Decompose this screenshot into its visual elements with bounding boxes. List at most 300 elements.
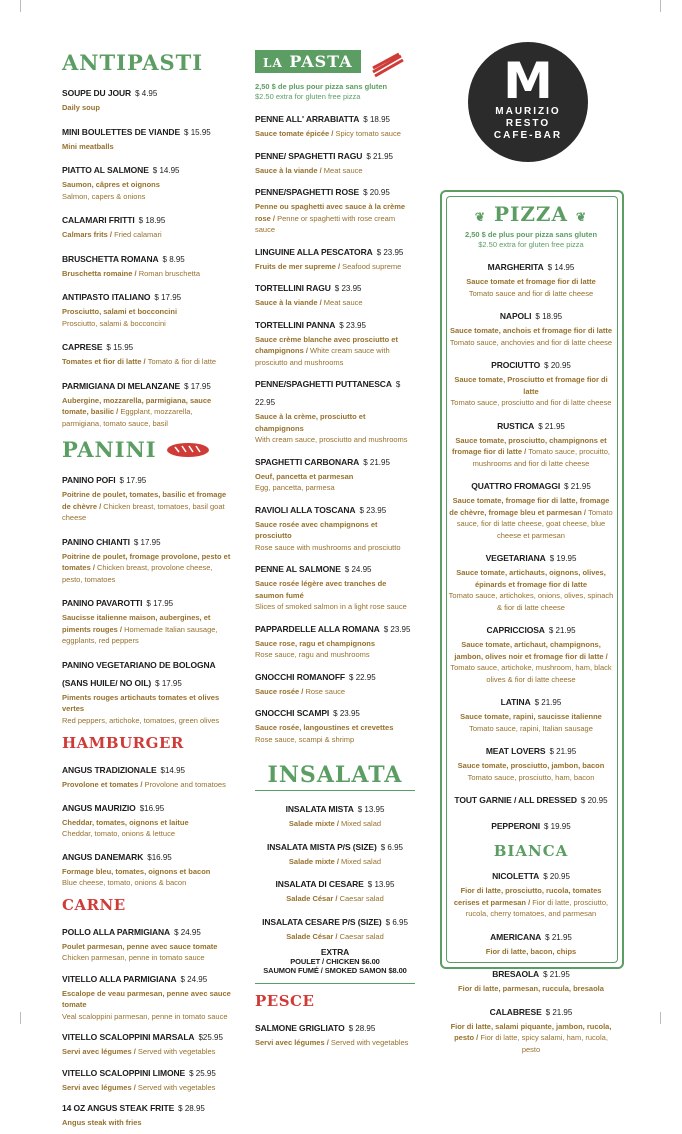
- menu-item: [62, 337, 232, 367]
- menu-item: [255, 837, 415, 867]
- menu-item-description: [62, 305, 232, 328]
- menu-item-price: $16.95: [147, 852, 172, 862]
- menu-item-name: PENNE AL SALMONE: [255, 564, 341, 574]
- menu-item-price: $ 21.95: [548, 626, 576, 635]
- menu-item: [448, 306, 614, 347]
- menu-item-header: [255, 315, 415, 333]
- menu-item: [448, 866, 614, 919]
- menu-item: [255, 559, 415, 612]
- menu-item-price: $ 20.95: [544, 361, 571, 370]
- menu-item-header: [255, 799, 415, 817]
- menu-item-price: $ 21.95: [363, 457, 390, 467]
- menu-item-desc-en: Rose sauce with mushrooms and prosciutto: [255, 542, 401, 552]
- menu-item-price: $ 15.95: [184, 127, 211, 137]
- menu-item-desc-en: Meat sauce: [323, 165, 363, 175]
- menu-item-description: [255, 637, 415, 660]
- menu-item: [62, 160, 232, 201]
- menu-item-desc-fr: Calmars frits /: [62, 230, 115, 239]
- menu-item-header: [62, 922, 232, 940]
- menu-item-desc-en: Tomato sauce and fior di latte cheese: [468, 288, 594, 298]
- menu-item-desc-fr: Sauce tomate, rapini, saucisse italienne: [460, 712, 602, 721]
- menu-item-desc-fr: Sauce rose, ragu et champignons: [255, 638, 376, 648]
- bianca-list: [448, 866, 614, 1054]
- menu-item-description: [62, 611, 232, 646]
- menu-item-desc-fr: Aubergine, mozzarella, parmigiana, sauce tomate, basilic /: [62, 395, 212, 416]
- menu-item: [62, 1063, 232, 1093]
- menu-item-price: $25.95: [198, 1033, 223, 1042]
- menu-item-price: $ 23.95: [339, 320, 366, 330]
- menu-item-description: [255, 127, 415, 139]
- insalata-rule-bottom: [255, 983, 415, 984]
- crop-mark: [20, 1012, 21, 1024]
- menu-item-description: [448, 710, 614, 733]
- menu-item: [255, 703, 415, 744]
- menu-item-header: [255, 374, 415, 410]
- menu-item-header: [62, 655, 232, 691]
- pizza-title: PIZZA: [493, 202, 569, 226]
- menu-item-price: $ 17.95: [154, 293, 182, 302]
- pasta-note-fr: 2,50 $ de plus pour pizza sans gluten: [255, 82, 388, 91]
- menu-item-name: MARGHERITA: [487, 262, 544, 272]
- menu-item-name: ANTIPASTO ITALIANO: [62, 292, 151, 302]
- menu-item-desc-fr: Angus steak with fries: [62, 1118, 142, 1127]
- menu-item-header: [448, 548, 614, 566]
- pizza-content: [448, 200, 614, 1062]
- menu-item-name: LATINA: [500, 697, 531, 707]
- menu-item-price: $ 20.95: [363, 188, 390, 197]
- menu-item-desc-en: Tomato sauce, fior di latte cheese, goat cheese, blue cheese et parmesan: [456, 507, 613, 540]
- menu-item-description: [255, 518, 415, 553]
- menu-item-header: [62, 337, 232, 355]
- menu-item-name: PANINO CHIANTI: [62, 536, 130, 547]
- left-column: [62, 50, 232, 1134]
- extra-line-1: POULET / CHICKEN $6.00: [290, 957, 380, 966]
- menu-item-desc-en: Seafood supreme: [342, 261, 402, 271]
- menu-item-desc-en: Blue cheese, tomato, onions & bacon: [62, 878, 187, 887]
- logo: [468, 42, 588, 162]
- menu-item-description: [255, 410, 415, 445]
- menu-item-header: [255, 1018, 415, 1036]
- menu-item: [448, 964, 614, 994]
- menu-item-price: $ 21.95: [564, 482, 591, 491]
- logo-line-2: RESTO: [505, 118, 551, 129]
- menu-item-desc-fr: Provolone et tomates /: [62, 780, 145, 789]
- menu-item-header: [62, 847, 232, 865]
- menu-item: [62, 922, 232, 963]
- menu-item-price: $ 8.95: [162, 254, 185, 264]
- menu-item-price: $ 18.95: [138, 216, 166, 225]
- menu-item-description: [448, 324, 614, 347]
- menu-item-description: [62, 267, 232, 279]
- menu-item-desc-fr: Escalope de veau parmesan, penne avec sauce tomate: [62, 988, 231, 1009]
- menu-item-price: $ 19.95: [544, 822, 571, 831]
- leaf-icon: ❦: [474, 210, 486, 224]
- menu-item-price: $ 19.95: [549, 554, 577, 563]
- menu-item-desc-en: Tomato sauce, rapini, Italian sausage: [469, 723, 593, 733]
- menu-item-header: [255, 500, 415, 518]
- menu-item-desc-fr: Fior di latte, prosciutto, rucola, tomates cerises et parmesan /: [453, 886, 602, 907]
- menu-item-name: TOUT GARNIE / ALL DRESSED: [454, 795, 577, 805]
- menu-item: [62, 470, 232, 523]
- panini-heading: PANINI: [62, 437, 157, 462]
- menu-item: [255, 182, 415, 235]
- menu-item-description: [255, 930, 415, 942]
- menu-item-header: [62, 1027, 232, 1045]
- menu-item-desc-en: Rose sauce: [305, 686, 346, 696]
- menu-item-desc-fr: Saucisse italienne maison, aubergines, et piments rouges /: [62, 613, 211, 634]
- menu-item-desc-en: Tomato sauce, artichoke, mushroom, ham, black olives & fior di latte cheese: [450, 663, 612, 684]
- menu-item-description: [255, 260, 415, 272]
- menu-item-name: BRUSCHETTA ROMANA: [62, 253, 159, 264]
- menu-item-header: [255, 874, 415, 892]
- menu-item-header: [448, 257, 614, 275]
- menu-item-desc-en: Cheddar, tomato, onions & lettuce: [62, 829, 175, 838]
- menu-item-desc-en: Served with vegetables: [330, 1038, 409, 1047]
- menu-item-name: VITELLO ALLA PARMIGIANA: [62, 973, 177, 984]
- menu-item: [62, 798, 232, 839]
- menu-item-name: CAPRICCIOSA: [486, 625, 545, 635]
- menu-item: [62, 210, 232, 240]
- menu-item-desc-en: Mixed salad: [341, 856, 382, 866]
- pasta-icon: [371, 52, 405, 78]
- menu-item-desc-fr: Sauce tomate, artichauts, oignons, olives, épinards et fromage fior di latte: [456, 568, 606, 589]
- menu-item-price: $ 28.95: [348, 1024, 376, 1033]
- extra-line-2: SAUMON FUMÉ / SMOKED SAMON $8.00: [263, 966, 407, 975]
- menu-item-description: [448, 884, 614, 919]
- menu-item-desc-fr: Fior di latte, parmesan, ruccula, bresaola: [458, 984, 604, 993]
- menu-item-header: [448, 866, 614, 884]
- middle-column: [255, 50, 415, 1054]
- pesce-list: [255, 1018, 415, 1048]
- menu-item-price: $ 17.95: [146, 599, 174, 608]
- menu-item: [255, 799, 415, 829]
- menu-item-price: $ 20.95: [543, 872, 570, 881]
- insalata-rule: [255, 790, 415, 791]
- menu-item-name: PENNE/SPAGHETTI ROSE: [255, 187, 360, 197]
- menu-item-desc-fr: Sauce rosée, langoustines et crevettes: [255, 723, 394, 732]
- menu-item-price: $ 18.95: [535, 312, 563, 321]
- menu-item: [62, 122, 232, 152]
- leaf-icon: ❦: [576, 210, 588, 224]
- menu-item-name: PARMIGIANA DI MELANZANE: [62, 380, 181, 391]
- menu-item-price: $ 6.95: [380, 842, 403, 852]
- menu-item-price: $ 22.95: [349, 672, 376, 682]
- menu-item-header: [255, 619, 415, 637]
- menu-item-desc-en: Eggplant, mozzarella, parmigiana, tomato sauce, basil: [62, 407, 193, 428]
- menu-item-name: PENNE/ SPAGHETTI RAGU: [255, 150, 363, 161]
- menu-item-desc-en: Penne or spaghetti with rose cream sauce: [255, 213, 396, 234]
- menu-item-desc-fr: Salade César /: [286, 894, 340, 903]
- menu-item-name: MEAT LOVERS: [485, 746, 546, 756]
- menu-item: [62, 249, 232, 279]
- menu-item-name: SPAGHETTI CARBONARA: [255, 456, 360, 467]
- menu-item-desc-en: Veal scaloppini parmesan, penne in tomato sauce: [62, 1011, 228, 1021]
- menu-item-desc-en: Served with vegetables: [137, 1047, 216, 1056]
- menu-item-desc-fr: Daily soup: [62, 103, 100, 112]
- menu-item-desc-en: Salmon, capers & onions: [62, 191, 146, 201]
- menu-item-name: INSALATA CESARE P/S (SIZE): [262, 916, 382, 927]
- insalata-section: [255, 762, 415, 984]
- menu-item-header: [62, 249, 232, 267]
- menu-item-header: [448, 476, 614, 494]
- menu-item-desc-fr: Tomates et fior di latte /: [62, 357, 148, 366]
- menu-item-desc-fr: Poitrine de poulet, fromage provolone, pesto et tomates /: [62, 551, 231, 572]
- menu-item-desc-fr: Sauce tomate, fromage fior di latte, fromage de chèvre, fromage bleu et parmesan /: [449, 496, 610, 517]
- menu-item-name: PANINO VEGETARIANO DE BOLOGNA (SANS HUILE/ NO OIL): [62, 659, 216, 688]
- menu-item-price: $ 6.95: [385, 917, 408, 927]
- menu-item-description: [62, 816, 232, 839]
- pesce-heading: PESCE: [255, 992, 315, 1010]
- menu-item-name: PANINO POFI: [62, 475, 116, 485]
- menu-item-desc-fr: Sauce tomate, artichaut, champignons, jambon, olives noir et fromage fior di latte /: [454, 640, 608, 661]
- menu-item-description: [62, 691, 232, 726]
- pizza-box: [440, 190, 624, 1054]
- menu-item-desc-fr: Sauce tomate et fromage fior di latte: [466, 277, 596, 286]
- menu-item-desc-en: Chicken breast, tomatoes, basil goat cheese: [62, 501, 225, 522]
- pasta-heading-la: LA: [263, 56, 283, 70]
- menu-item: [255, 146, 415, 176]
- menu-item-description: [448, 434, 614, 469]
- menu-item-description: [448, 638, 614, 684]
- menu-item: [255, 500, 415, 553]
- menu-item-desc-fr: Bruschetta romaine /: [62, 268, 139, 278]
- menu-item-price: $ 21.95: [549, 747, 577, 756]
- menu-item-desc-fr: Sauce rosée légère avec tranches de saumon fumé: [255, 579, 387, 600]
- menu-item-price: $ 17.95: [155, 678, 182, 688]
- menu-item-header: [448, 355, 614, 373]
- menu-item-price: $ 28.95: [178, 1104, 205, 1113]
- menu-item: [448, 548, 614, 612]
- menu-item-desc-en: Rose sauce, ragu and mushrooms: [255, 650, 370, 659]
- crop-mark: [660, 1012, 661, 1024]
- menu-item-name: VITELLO SCALOPPINI MARSALA: [62, 1032, 195, 1042]
- menu-item-header: [255, 703, 415, 721]
- menu-item-desc-fr: Oeuf, pancetta et parmesan: [255, 471, 354, 481]
- menu-item-name: RUSTICA: [497, 420, 535, 431]
- menu-item-header: [62, 1063, 232, 1081]
- hamburger-heading: HAMBURGER: [62, 734, 184, 752]
- menu-item-header: [255, 242, 415, 260]
- menu-item-price: $ 21.95: [366, 151, 394, 161]
- menu-item: [255, 315, 415, 368]
- menu-item-desc-fr: Sauce tomate, prosciutto, jambon, bacon: [457, 761, 605, 770]
- menu-item-header: [448, 790, 614, 808]
- menu-item-price: $16.95: [139, 803, 165, 813]
- menu-item-desc-en: Tomato sauce, anchovies and fior di latte cheese: [449, 337, 613, 347]
- menu-item-header: [448, 741, 614, 759]
- menu-item-desc-en: Tomato sauce, artichokes, onions, olives, spinach & fior di latte cheese: [448, 591, 614, 612]
- menu-item-description: [62, 178, 232, 201]
- menu-item-description: [255, 1036, 415, 1048]
- menu-item-description: [62, 987, 232, 1022]
- menu-item-header: [448, 692, 614, 710]
- menu-item-name: GNOCCHI ROMANOFF: [255, 671, 346, 682]
- crop-mark: [660, 0, 661, 12]
- menu-item-desc-en: Meat sauce: [323, 298, 363, 307]
- menu-item: [448, 257, 614, 298]
- menu-item-header: [255, 109, 415, 127]
- menu-item-price: $ 23.95: [376, 247, 404, 257]
- menu-item: [62, 593, 232, 646]
- crop-mark: [20, 0, 21, 12]
- menu-item-desc-en: Tomato sauce, prosciutto and fior di latte cheese: [450, 398, 612, 407]
- menu-item-header: [448, 620, 614, 638]
- menu-item-name: ANGUS TRADIZIONALE: [62, 765, 157, 775]
- menu-item-header: [62, 798, 232, 816]
- panini-header: [62, 437, 232, 462]
- menu-item-price: $ 14.95: [152, 166, 180, 175]
- menu-item-header: [62, 83, 232, 101]
- menu-item-description: [448, 945, 614, 957]
- menu-item-header: [448, 416, 614, 434]
- menu-item-description: [255, 200, 415, 235]
- menu-item-desc-fr: Salade mixte /: [288, 856, 342, 866]
- menu-item: [448, 790, 614, 808]
- menu-item-desc-fr: Formage bleu, tomates, oignons et bacon: [62, 866, 211, 876]
- menu-item-description: [255, 685, 415, 697]
- menu-item-header: [62, 1098, 232, 1116]
- menu-item-header: [62, 532, 232, 550]
- menu-item: [448, 355, 614, 408]
- menu-item-description: [255, 721, 415, 744]
- menu-item-header: [62, 160, 232, 178]
- menu-item-price: $ 21.95: [543, 970, 570, 979]
- menu-item-name: CALAMARI FRITTI: [62, 215, 135, 225]
- menu-item-description: [62, 140, 232, 152]
- menu-item-name: INSALATA DI CESARE: [275, 879, 364, 889]
- menu-item: [448, 416, 614, 469]
- menu-item-header: [62, 287, 232, 305]
- pizza-heading: [448, 202, 614, 226]
- menu-item-description: [448, 275, 614, 298]
- menu-item-description: [255, 296, 415, 308]
- menu-item-desc-fr: Mini meatballs: [62, 141, 114, 151]
- menu-item-price: $ 21.95: [545, 1007, 573, 1017]
- menu-item-description: [255, 892, 415, 904]
- menu-item-header: [62, 210, 232, 228]
- menu-item-name: VEGETARIANA: [485, 553, 546, 563]
- menu-item-header: [255, 559, 415, 577]
- menu-item-header: [62, 470, 232, 488]
- menu-item: [448, 476, 614, 540]
- menu-item-desc-en: With cream sauce, prosciutto and mushrooms: [255, 435, 408, 444]
- menu-item: [255, 874, 415, 904]
- menu-item-desc-en: Tomato sauce, prosciutto, ham, bacon: [467, 772, 595, 782]
- menu-item-price: $ 21.95: [534, 698, 562, 707]
- menu-item-desc-fr: Sauce tomate, Prosciutto et fromage fior di latte: [454, 375, 608, 396]
- menu-item-description: [62, 394, 232, 429]
- menu-item-price: $14.95: [160, 766, 185, 775]
- bianca-heading: BIANCA: [493, 842, 569, 860]
- menu-item-desc-fr: Sauce rosée /: [255, 686, 306, 696]
- menu-item-desc-en: Spicy tomato sauce: [335, 129, 401, 138]
- menu-item-header: [62, 376, 232, 394]
- menu-item-name: PEPPERONI: [491, 821, 540, 831]
- menu-item-name: ANGUS DANEMARK: [62, 851, 144, 862]
- menu-item-price: $ 13.95: [357, 805, 385, 814]
- menu-item: [448, 927, 614, 957]
- menu-item-header: [255, 452, 415, 470]
- menu-item: [448, 1002, 614, 1055]
- menu-item: [62, 847, 232, 888]
- menu-item-price: $ 24.95: [174, 927, 201, 937]
- panini-list: [62, 470, 232, 725]
- menu-item-name: PANINO PAVAROTTI: [62, 598, 143, 608]
- extra-title: EXTRA: [320, 947, 350, 957]
- menu-item-desc-fr: Cheddar, tomates, oignons et laitue: [62, 817, 189, 827]
- menu-item-name: CALABRESE: [489, 1006, 542, 1017]
- antipasti-list: [62, 83, 232, 428]
- menu-item: [62, 1027, 232, 1057]
- menu-item-description: [255, 164, 415, 176]
- pasta-heading-pasta: PASTA: [289, 52, 353, 71]
- pizza-note-fr: 2,50 $ de plus pour pizza sans gluten: [464, 230, 598, 239]
- menu-item: [62, 760, 232, 790]
- menu-item-header: [255, 912, 415, 930]
- menu-item-name: PENNE/SPAGHETTI PUTTANESCA: [255, 379, 392, 389]
- menu-item-header: [62, 122, 232, 140]
- menu-item-desc-en: Provolone and tomatoes: [144, 780, 226, 789]
- menu-item: [62, 532, 232, 585]
- menu-item-price: $ 4.95: [135, 89, 158, 98]
- menu-item-name: MINI BOULETTES DE VIANDE: [62, 126, 181, 137]
- menu-item-name: PIATTO AL SALMONE: [62, 165, 149, 175]
- menu-item-description: [62, 778, 232, 790]
- menu-item-price: $ 21.95: [545, 932, 572, 942]
- menu-item-header: [255, 146, 415, 164]
- menu-item-header: [448, 306, 614, 324]
- menu-item-desc-en: Mixed salad: [341, 819, 382, 828]
- menu-item-header: [448, 927, 614, 945]
- menu-item-header: [62, 969, 232, 987]
- menu-item: [255, 109, 415, 139]
- menu-item-desc-en: Slices of smoked salmon in a light rose sauce: [255, 602, 407, 611]
- menu-item: [255, 619, 415, 660]
- menu-item-desc-fr: Sauce à la crème, prosciutto et champignons: [255, 412, 366, 433]
- menu-item-desc-fr: Fruits de mer supreme /: [255, 261, 343, 271]
- menu-item-header: [255, 278, 415, 296]
- menu-item-desc-fr: Servi avec légumes /: [62, 1047, 138, 1056]
- menu-item: [255, 912, 415, 942]
- menu-item-price: $ 17.95: [184, 381, 211, 391]
- menu-item-name: NAPOLI: [499, 311, 532, 321]
- menu-item: [62, 969, 232, 1022]
- antipasti-heading: ANTIPASTI: [62, 50, 204, 75]
- menu-item-header: [255, 837, 415, 855]
- carne-list: [62, 922, 232, 1128]
- pasta-header: [255, 50, 415, 80]
- logo-line-1: MAURIZIO: [495, 106, 561, 117]
- menu-item-desc-en: Tomato sauce, procuitto, mushrooms and fior di latte cheese: [472, 447, 610, 468]
- menu-item: [62, 287, 232, 328]
- menu-item-desc-en: Egg, pancetta, parmesa: [255, 483, 335, 492]
- menu-item: [448, 692, 614, 733]
- menu-item-desc-en: Chicken parmesan, penne in tomato sauce: [62, 953, 205, 962]
- menu-item-desc-en: Rose sauce, scampi & shrimp: [255, 734, 355, 744]
- menu-item-desc-en: White cream sauce with prosciutto and mushrooms: [255, 346, 390, 367]
- menu-item: [255, 278, 415, 308]
- menu-item: [62, 1098, 232, 1128]
- menu-item: [448, 816, 614, 834]
- menu-item-price: $ 21.95: [538, 421, 565, 431]
- menu-item-desc-en: Homemade Italian sausage, eggplants, red peppers: [62, 624, 218, 645]
- menu-item-name: POLLO ALLA PARMIGIANA: [62, 926, 171, 937]
- menu-item-desc-fr: Sauce rosée avec champignons et prosciutto: [255, 519, 378, 540]
- menu-item: [255, 242, 415, 272]
- menu-item-desc-fr: Servi avec légumes /: [62, 1082, 138, 1092]
- menu-item-name: TORTELLINI PANNA: [255, 319, 336, 330]
- menu-item-price: $ 14.95: [547, 263, 575, 272]
